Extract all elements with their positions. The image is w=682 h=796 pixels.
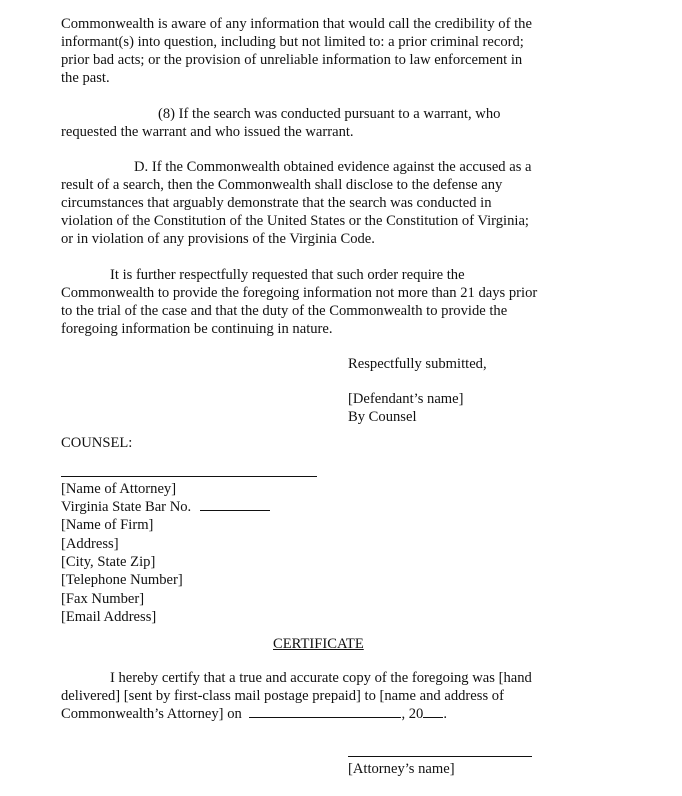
text-line: result of a search, then the Commonwealth shall disclose to the defense any	[61, 177, 503, 193]
period: .	[443, 706, 447, 722]
text-line: Commonwealth is aware of any information that would call the credibility of the	[61, 16, 532, 32]
text-line: circumstances that arguably demonstrate that the search was conducted in	[61, 195, 492, 211]
closing-text: Respectfully submitted,	[348, 356, 487, 372]
firm-name: [Name of Firm]	[61, 517, 154, 533]
text-line: violation of the Constitution of the United States or the Constitution of Virginia;	[61, 213, 529, 229]
text-line: the past.	[61, 70, 110, 86]
certificate-line: delivered] [sent by first-class mail postage prepaid] to [name and address of	[61, 688, 504, 704]
text-line: prior bad acts; or the provision of unreliable information to law enforcement in	[61, 52, 523, 68]
attorney-name-signature: [Attorney’s name]	[348, 761, 455, 777]
city-state-zip: [City, State Zip]	[61, 554, 156, 570]
text-line: Commonwealth to provide the foregoing information not more than 21 days prior	[61, 285, 538, 301]
signature-line	[61, 476, 317, 477]
text-line: to the trial of the case and that the duty of the Commonwealth to provide the	[61, 303, 508, 319]
certificate-line-prefix: Commonwealth’s Attorney] on	[61, 706, 242, 722]
text-line: (8) If the search was conducted pursuant to a warrant, who	[158, 106, 501, 122]
bar-number-blank	[200, 498, 270, 511]
bar-number-row	[61, 498, 270, 516]
defendant-name: [Defendant’s name]	[348, 391, 464, 407]
text-line: informant(s) into question, including but not limited to: a prior criminal record;	[61, 34, 524, 50]
text-line: It is further respectfully requested that such order require the	[110, 267, 465, 283]
text-line: foregoing information be continuing in nature.	[61, 321, 333, 337]
attorney-name: [Name of Attorney]	[61, 481, 177, 497]
certificate-heading: CERTIFICATE	[273, 636, 364, 652]
certificate-line-date	[61, 705, 447, 723]
bar-number-label: Virginia State Bar No.	[61, 499, 192, 515]
text-line: or in violation of any provisions of the Virginia Code.	[61, 231, 375, 247]
date-blank	[249, 705, 401, 718]
by-counsel: By Counsel	[348, 409, 417, 425]
address: [Address]	[61, 536, 119, 552]
counsel-heading: COUNSEL:	[61, 435, 133, 451]
fax: [Fax Number]	[61, 591, 145, 607]
year-blank	[423, 705, 443, 718]
certificate-line: I hereby certify that a true and accurate copy of the foregoing was [hand	[110, 670, 532, 686]
email: [Email Address]	[61, 609, 157, 625]
attorney-signature-line	[348, 756, 532, 757]
year-prefix: , 20	[401, 706, 424, 722]
text-line: requested the warrant and who issued the warrant.	[61, 124, 354, 140]
text-line: D. If the Commonwealth obtained evidence against the accused as a	[134, 159, 532, 175]
telephone: [Telephone Number]	[61, 572, 183, 588]
